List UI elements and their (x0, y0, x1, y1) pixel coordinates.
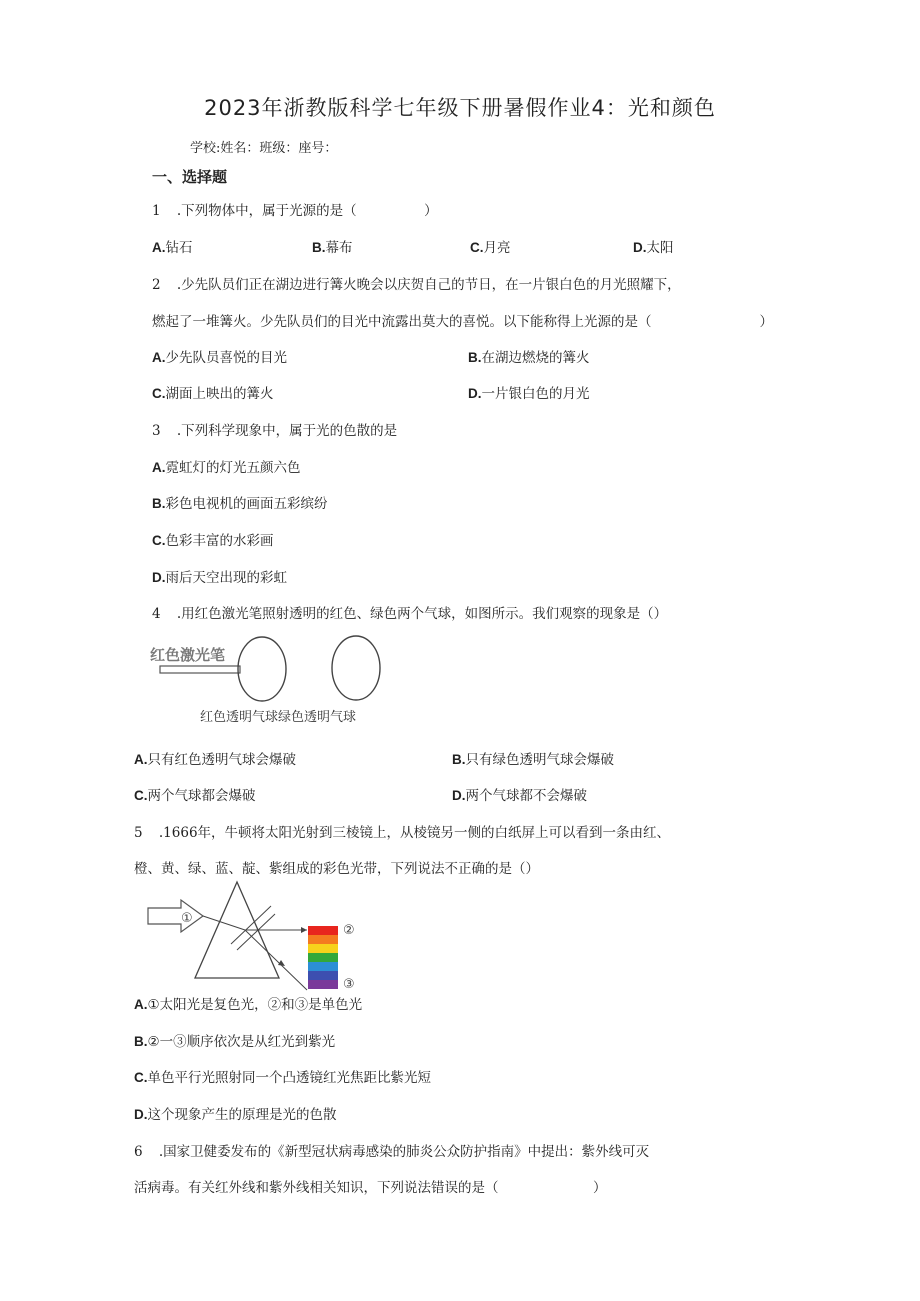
q5-option-a[interactable]: A.①太阳光是复色光，②和③是单色光 (134, 997, 363, 1013)
q1-option-c[interactable]: C.月亮 (470, 240, 511, 256)
question-6 (134, 1140, 649, 1160)
laser-pen-label: 红色激光笔 (150, 646, 226, 664)
spectrum-band (308, 971, 338, 980)
question-3 (152, 419, 397, 439)
question-stem: .下列科学现象中，属于光的色散的是 (176, 423, 398, 439)
prism-figure (145, 878, 365, 994)
label-2: ② (343, 923, 355, 938)
balloon-figure (145, 630, 395, 730)
spectrum-band (308, 962, 338, 971)
label-1: ① (181, 911, 193, 926)
q4-option-a[interactable]: A.只有红色透明气球会爆破 (134, 752, 296, 768)
question-number: 6 (134, 1144, 143, 1160)
q5-option-d[interactable]: D.这个现象产生的原理是光的色散 (134, 1107, 337, 1123)
question-number: 4 (152, 606, 161, 622)
page-title: 2023年浙教版科学七年级下册暑假作业4：光和颜色 (204, 96, 716, 120)
spectrum-strip (308, 926, 338, 989)
question-stem-line1: .少先队员们正在湖边进行篝火晚会以庆贺自己的节日，在一片银白色的月光照耀下， (176, 277, 681, 293)
q2-option-c[interactable]: C.湖面上映出的篝火 (152, 386, 274, 402)
q2-option-d[interactable]: D.一片银白色的月光 (468, 386, 590, 402)
q3-option-c[interactable]: C.色彩丰富的水彩画 (152, 533, 274, 549)
red-balloon (238, 637, 286, 701)
spectrum-band (308, 944, 338, 953)
student-info-line: 学校:姓名：班级：座号： (190, 141, 338, 156)
question-number: 5 (134, 825, 143, 841)
q4-option-d[interactable]: D.两个气球都不会爆破 (452, 788, 587, 804)
question-4 (152, 602, 667, 622)
question-number: 2 (152, 277, 161, 293)
green-balloon (332, 636, 380, 700)
question-stem: .用红色激光笔照射透明的红色、绿色两个气球，如图所示。我们观察的现象是（） (176, 606, 668, 622)
q2-option-b[interactable]: B.在湖边燃烧的篝火 (468, 350, 590, 366)
q5-option-c[interactable]: C.单色平行光照射同一个凸透镜红光焦距比紫光短 (134, 1070, 431, 1086)
spectrum-band (308, 953, 338, 962)
q1-option-b[interactable]: B.幕布 (312, 240, 353, 256)
spectrum-band (308, 926, 338, 935)
q3-option-d[interactable]: D.雨后天空出现的彩虹 (152, 570, 287, 586)
question-1 (152, 199, 438, 219)
laser-pen (160, 666, 240, 673)
question-number: 3 (152, 423, 161, 439)
spectrum-band (308, 980, 338, 989)
sunlight-arrow (148, 900, 203, 932)
question-stem-line2: 橙、黄、绿、蓝、靛、紫组成的彩色光带，下列说法不正确的是（） (134, 861, 539, 877)
question-stem-line2: 活病毒。有关红外线和紫外线相关知识，下列说法错误的是（ ） (134, 1180, 607, 1196)
question-5 (134, 821, 670, 841)
question-stem-line1: .国家卫健委发布的《新型冠状病毒感染的肺炎公众防护指南》中提出：紫外线可灭 (158, 1144, 650, 1160)
question-stem-line2: 燃起了一堆篝火。少先队员们的目光中流露出莫大的喜悦。以下能称得上光源的是（ ） (152, 314, 773, 330)
label-3: ③ (343, 977, 355, 992)
figure-caption: 红色透明气球绿色透明气球 (200, 710, 357, 725)
q4-option-b[interactable]: B.只有绿色透明气球会爆破 (452, 752, 614, 768)
q2-option-a[interactable]: A.少先队员喜悦的目光 (152, 350, 287, 366)
question-stem: .下列物体中，属于光源的是（ ） (176, 203, 438, 219)
q5-option-b[interactable]: B.②一③顺序依次是从红光到紫光 (134, 1034, 336, 1050)
q4-option-c[interactable]: C.两个气球都会爆破 (134, 788, 256, 804)
q3-option-b[interactable]: B.彩色电视机的画面五彩缤纷 (152, 496, 328, 512)
question-number: 1 (152, 203, 161, 219)
q1-option-d[interactable]: D.太阳 (633, 240, 674, 256)
section-heading: 一、选择题 (152, 168, 228, 186)
q3-option-a[interactable]: A.霓虹灯的灯光五颜六色 (152, 460, 301, 476)
question-stem-line1: .1666年，牛顿将太阳光射到三棱镜上，从棱镜另一侧的白纸屏上可以看到一条由红、 (158, 825, 671, 841)
q1-option-a[interactable]: A.钻石 (152, 240, 193, 256)
spectrum-band (308, 935, 338, 944)
question-2 (152, 273, 681, 293)
